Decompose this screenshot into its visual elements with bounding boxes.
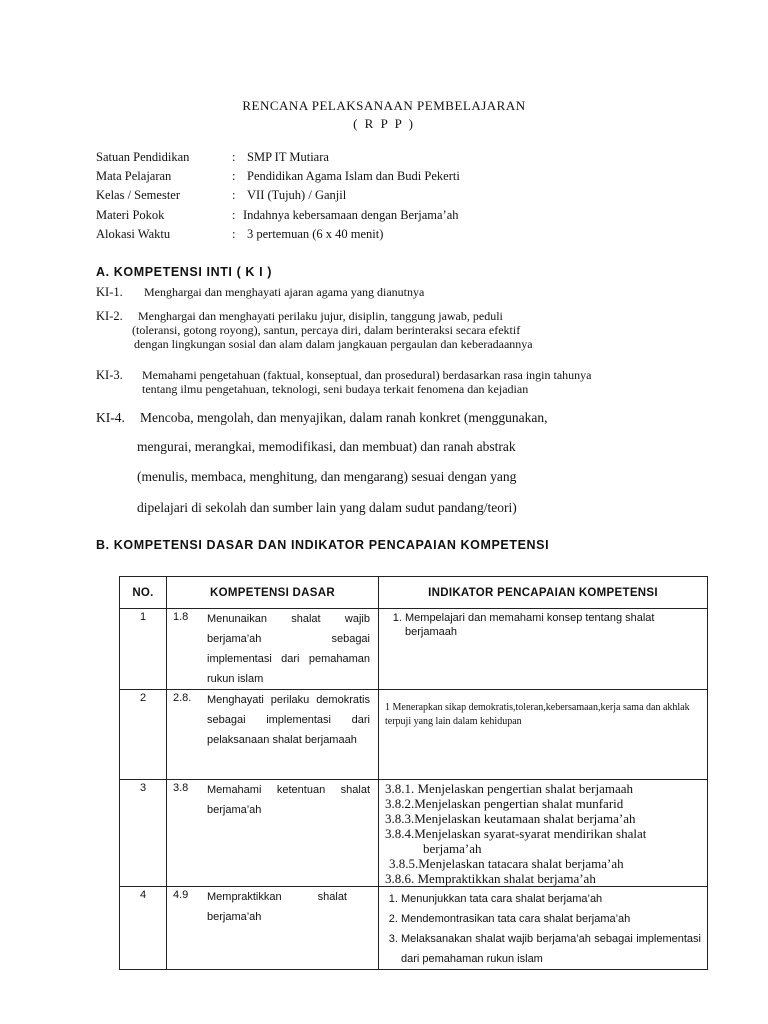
kd-text: Mempraktikkan shalat berjama’ah bbox=[207, 891, 347, 923]
kd-cell bbox=[167, 690, 379, 780]
identity-separator: : bbox=[232, 188, 236, 202]
identity-value: 3 pertemuan (6 x 40 menit) bbox=[247, 227, 384, 241]
indicator-cell bbox=[379, 780, 708, 887]
list-item: 1. Menunjukkan tata cara shalat berjama’ah bbox=[401, 889, 701, 909]
row-number: 2 bbox=[120, 690, 167, 780]
indicator-cell bbox=[379, 690, 708, 780]
ki1-text: Menghargai dan menghayati ajaran agama yang dianutnya bbox=[144, 285, 425, 299]
identity-separator: : bbox=[232, 208, 236, 222]
ki2-line: (toleransi, gotong royong), santun, percaya diri, dalam berinteraksi secara efektif bbox=[132, 323, 521, 337]
identity-separator: : bbox=[232, 150, 236, 164]
table-row bbox=[120, 609, 708, 690]
indicator-cell bbox=[379, 887, 708, 970]
document-subtitle: ( R P P ) bbox=[353, 116, 415, 131]
section-a-heading: A. KOMPETENSI INTI ( K I ) bbox=[96, 265, 273, 279]
ki4-code: KI-4. bbox=[96, 410, 125, 425]
ki3-line: Memahami pengetahuan (faktual, konseptual, dan prosedural) berdasarkan rasa ingin tahunya bbox=[142, 368, 592, 382]
identity-separator: : bbox=[232, 169, 236, 183]
indicator-cell bbox=[379, 609, 708, 690]
ki2-line: Menghargai dan menghayati perilaku jujur, disiplin, tanggung jawab, peduli bbox=[138, 309, 503, 323]
ki3-line: tentang ilmu pengetahuan, teknologi, seni budaya terkait fenomena dan kejadian bbox=[142, 382, 529, 396]
table-header-row bbox=[120, 577, 708, 609]
row-number: 4 bbox=[120, 887, 167, 970]
identity-value: SMP IT Mutiara bbox=[247, 150, 329, 164]
identity-separator: : bbox=[232, 227, 236, 241]
kd-code: 3.8 bbox=[173, 782, 189, 794]
list-item: berjama’ah bbox=[423, 841, 482, 856]
ki1-code: KI-1. bbox=[96, 285, 123, 299]
indicator-text: 1 Menerapkan sikap demokratis,toleran,kebersamaan,kerja sama dan akhlak terpuji yang lain dalam kehidupan bbox=[385, 702, 690, 727]
list-item: 3.8.2.Menjelaskan pengertian shalat munfarid bbox=[385, 796, 624, 811]
list-item: 3.8.4.Menjelaskan syarat-syarat mendirikan shalat bbox=[385, 826, 647, 841]
kd-text: Menghayati perilaku demokratis sebagai implementasi dari pelaksanaan shalat berjamaah bbox=[207, 694, 370, 746]
kd-cell bbox=[167, 887, 379, 970]
ki3-code: KI-3. bbox=[96, 368, 123, 382]
identity-label: Alokasi Waktu bbox=[96, 227, 171, 241]
list-item: 3.8.6. Mempraktikkan shalat berjama’ah bbox=[385, 871, 596, 886]
kd-code: 1.8 bbox=[173, 611, 189, 623]
identity-value: Pendidikan Agama Islam dan Budi Pekerti bbox=[247, 169, 460, 183]
ki4-line: mengurai, merangkai, memodifikasi, dan membuat) dan ranah abstrak bbox=[137, 439, 516, 454]
identity-label: Mata Pelajaran bbox=[96, 169, 172, 183]
header-no: NO. bbox=[120, 577, 167, 609]
kd-text: Memahami ketentuan shalat berjama’ah bbox=[207, 784, 370, 816]
indicator-list bbox=[387, 611, 701, 639]
kd-cell bbox=[167, 780, 379, 887]
table-row bbox=[120, 780, 708, 887]
identity-label: Satuan Pendidikan bbox=[96, 150, 190, 164]
row-number: 1 bbox=[120, 609, 167, 690]
ki4-line: dipelajari di sekolah dan sumber lain yang dalam sudut pandang/teori) bbox=[137, 500, 517, 515]
list-item: 2. Mendemontrasikan tata cara shalat berjama’ah bbox=[401, 909, 701, 929]
kd-text: Menunaikan shalat wajib berjama’ah sebagai implementasi dari pemahaman rukun islam bbox=[207, 613, 370, 685]
kd-cell bbox=[167, 609, 379, 690]
identity-label: Materi Pokok bbox=[96, 208, 165, 222]
list-item: 3.8.3.Menjelaskan keutamaan shalat berjama’ah bbox=[385, 811, 636, 826]
kd-code: 2.8. bbox=[173, 692, 192, 704]
table-row bbox=[120, 887, 708, 970]
row-number: 3 bbox=[120, 780, 167, 887]
identity-value: VII (Tujuh) / Ganjil bbox=[247, 188, 347, 202]
header-indikator: INDIKATOR PENCAPAIAN KOMPETENSI bbox=[379, 577, 708, 609]
list-item: 3.8.5.Menjelaskan tatacara shalat berjama’ah bbox=[389, 856, 624, 871]
indicator-lines bbox=[379, 780, 707, 886]
section-b-heading: B. KOMPETENSI DASAR DAN INDIKATOR PENCAPAIAN KOMPETENSI bbox=[96, 538, 550, 552]
ki4-line: Mencoba, mengolah, dan menyajikan, dalam ranah konkret (menggunakan, bbox=[140, 410, 548, 425]
ki2-line: dengan lingkungan sosial dan alam dalam jangkauan pergaulan dan keberadaannya bbox=[134, 337, 533, 351]
header-kompetensi-dasar: KOMPETENSI DASAR bbox=[167, 577, 379, 609]
table-row bbox=[120, 690, 708, 780]
list-item: 3.8.1. Menjelaskan pengertian shalat berjamaah bbox=[385, 781, 633, 796]
list-item: 3. Melaksanakan shalat wajib berjama’ah sebagai implementasi dari pemahaman rukun islam bbox=[401, 929, 701, 969]
ki2-code: KI-2. bbox=[96, 309, 123, 323]
identity-label: Kelas / Semester bbox=[96, 188, 181, 202]
competency-table bbox=[119, 576, 708, 970]
kd-code: 4.9 bbox=[173, 889, 189, 901]
ki4-line: (menulis, membaca, menghitung, dan mengarang) sesuai dengan yang bbox=[137, 469, 517, 484]
document-title: RENCANA PELAKSANAAN PEMBELAJARAN bbox=[242, 98, 526, 113]
indicator-list bbox=[385, 889, 701, 969]
list-item: 1. Mempelajari dan memahami konsep tentang shalat berjamaah bbox=[405, 611, 701, 639]
identity-value: Indahnya kebersamaan dengan Berjama’ah bbox=[243, 208, 459, 222]
